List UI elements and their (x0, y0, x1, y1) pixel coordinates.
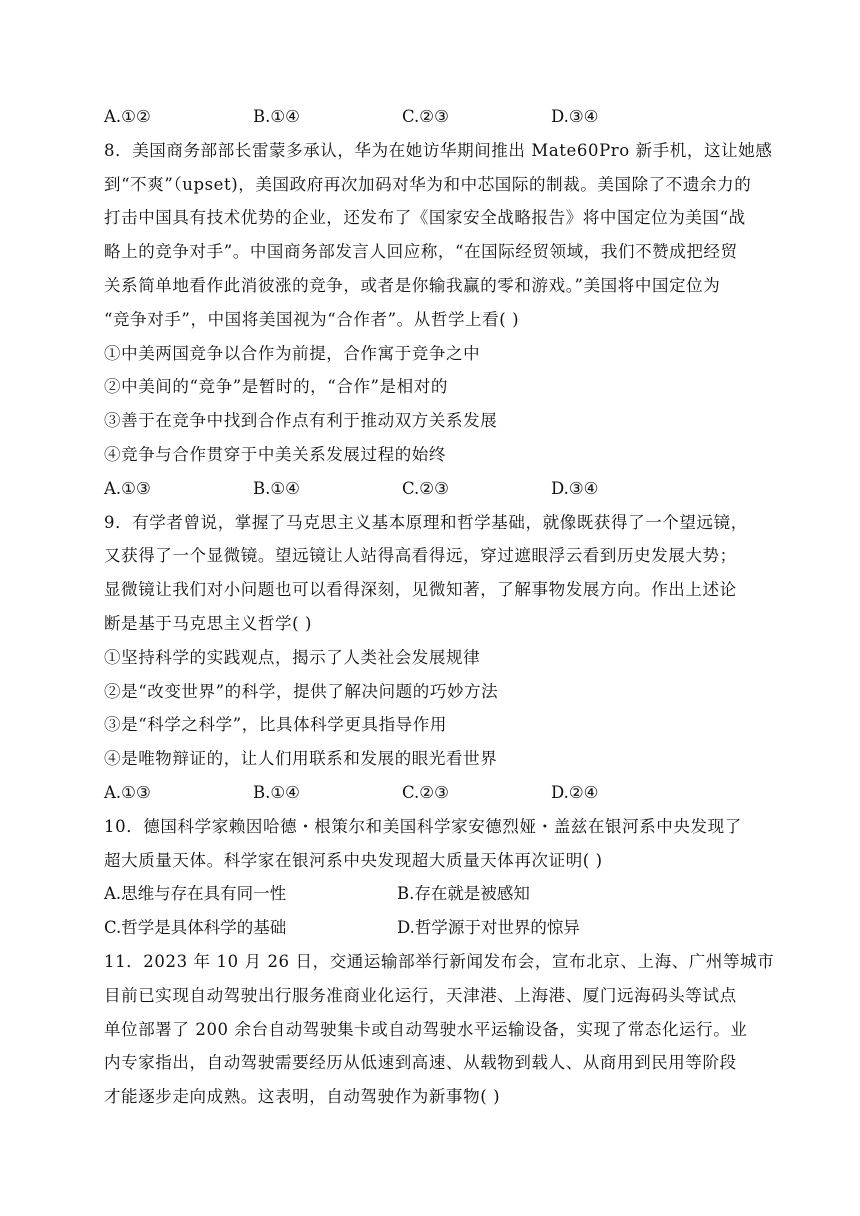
question-10 (104, 810, 760, 945)
q7-option-c: C.②③ (402, 107, 449, 126)
q8-option-b: B.①④ (253, 478, 300, 498)
q9-option-d: D.②④ (551, 782, 599, 802)
q8-option-c: C.②③ (402, 478, 449, 498)
question-9 (104, 506, 760, 810)
q8-stem-line: 关系简单地看作此消彼涨的竞争，或者是你输我赢的零和游戏。”美国将中国定位为 (104, 275, 721, 295)
q9-statement-3: ③是“科学之科学”，比具体科学更具指导作用 (104, 715, 447, 735)
q10-stem-line: 10．德国科学家赖因哈德・根策尔和美国科学家安德烈娅・盖兹在银河系中央发现了 (104, 816, 742, 836)
q7-option-d: D.③④ (551, 107, 599, 126)
q11-stem-line: 11．2023 年 10 月 26 日，交通运输部举行新闻发布会，宣布北京、上海、广州等城市 (104, 951, 775, 971)
q8-stem-line: 到“不爽”（upset)，美国政府再次加码对华为和中芯国际的制裁。美国除了不遗余力的 (104, 174, 752, 194)
q9-options (104, 776, 760, 810)
q8-stem-line: 打击中国具有技术优势的企业，还发布了《国家安全战略报告》将中国定位为美国“战 (104, 208, 746, 228)
q11-stem-line: 内专家指出，自动驾驶需要经历从低速到高速、从载物到载人、从商用到民用等阶段 (104, 1053, 737, 1073)
q8-stem-line: 略上的竞争对手”。中国商务部发言人回应称，“在国际经贸领域，我们不赞成把经贸 (104, 242, 738, 262)
question-11 (104, 945, 775, 1114)
q10-option-d: D.哲学源于对世界的惊异 (397, 918, 580, 938)
q8-options (104, 472, 760, 506)
q9-option-c: C.②③ (402, 782, 449, 802)
exam-page (104, 100, 775, 1114)
q7-option-a: A.①② (104, 107, 151, 126)
q11-stem-line: 单位部署了 200 余台自动驾驶集卡或自动驾驶水平运输设备，实现了常态化运行。业 (104, 1019, 748, 1039)
q8-statement-1: ①中美两国竞争以合作为前提，合作寓于竞争之中 (104, 343, 481, 363)
q8-option-d: D.③④ (551, 478, 599, 498)
q9-statement-1: ①坚持科学的实践观点，揭示了人类社会发展规律 (104, 647, 481, 667)
q9-statement-2: ②是“改变世界”的科学，提供了解决问题的巧妙方法 (104, 681, 499, 701)
q9-statement-4: ④是唯物辩证的，让人们用联系和发展的眼光看世界 (104, 749, 498, 769)
q8-statement-4: ④竞争与合作贯穿于中美关系发展过程的始终 (104, 444, 446, 464)
q9-stem-line: 9．有学者曾说，掌握了马克思主义基本原理和哲学基础，就像既获得了一个望远镜， (104, 512, 748, 532)
q10-option-c: C.哲学是具体科学的基础 (104, 918, 287, 938)
q9-stem-line: 断是基于马克思主义哲学( ) (104, 613, 313, 633)
q11-stem-line: 才能逐步走向成熟。这表明，自动驾驶作为新事物( ) (104, 1087, 501, 1107)
question-8 (104, 134, 773, 506)
q8-statement-3: ③善于在竞争中找到合作点有利于推动双方关系发展 (104, 411, 498, 431)
q11-stem-line: 目前已实现自动驾驶出行服务准商业化运行，天津港、上海港、厦门远海码头等试点 (104, 985, 737, 1005)
q8-stem-line: “竞争对手”，中国将美国视为“合作者”。从哲学上看( ) (104, 309, 520, 329)
q9-stem-line: 显微镜让我们对小问题也可以看得深刻，见微知著，了解事物发展方向。作出上述论 (104, 580, 737, 600)
q10-options-row-2 (104, 911, 760, 945)
q7-option-b: B.①④ (253, 107, 300, 126)
q9-option-b: B.①④ (253, 782, 300, 802)
q10-option-a: A.思维与存在具有同一性 (104, 884, 287, 904)
q7-options (104, 100, 760, 134)
q9-stem-line: 又获得了一个显微镜。望远镜让人站得高看得远，穿过遮眼浮云看到历史发展大势； (104, 546, 737, 566)
q10-stem-line: 超大质量天体。科学家在银河系中央发现超大质量天体再次证明( ) (104, 850, 603, 870)
q9-option-a: A.①③ (104, 782, 151, 802)
q10-options-row-1 (104, 877, 760, 911)
q10-option-b: B.存在就是被感知 (397, 884, 530, 904)
q8-stem-line: 8．美国商务部部长雷蒙多承认，华为在她访华期间推出 Mate60Pro 新手机，这让她感 (104, 140, 773, 160)
q8-statement-2: ②中美间的“竞争”是暂时的，“合作”是相对的 (104, 377, 448, 397)
q8-option-a: A.①③ (104, 478, 151, 498)
